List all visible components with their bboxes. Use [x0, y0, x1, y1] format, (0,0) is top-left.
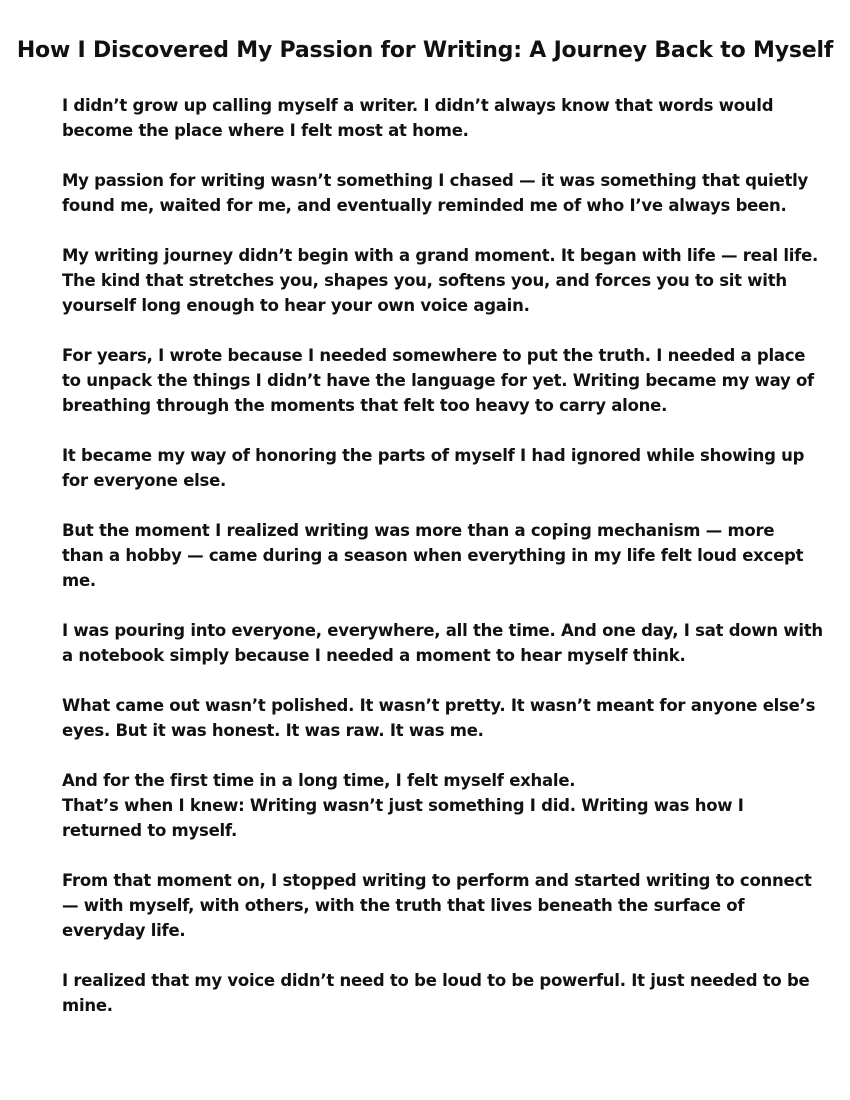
- paragraph-9: [62, 768, 782, 843]
- paragraph-line: For years, I wrote because I needed somewhere to put the truth. I needed a place: [62, 346, 806, 365]
- paragraph-4: [62, 343, 814, 418]
- paragraph-line: I didn’t grow up calling myself a writer. I didn’t always know that words would: [62, 96, 774, 115]
- paragraph-10: [62, 868, 812, 943]
- paragraph-line: than a hobby — came during a season when everything in my life felt loud except: [62, 546, 804, 565]
- paragraph-line: me.: [62, 571, 96, 590]
- paragraph-8: [62, 693, 816, 743]
- paragraph-5: [62, 443, 805, 493]
- paragraph-line: breathing through the moments that felt too heavy to carry alone.: [62, 396, 668, 415]
- paragraph-line: That’s when I knew: Writing wasn’t just something I did. Writing was how I: [62, 796, 744, 815]
- paragraph-line: become the place where I felt most at home.: [62, 121, 469, 140]
- paragraph-line: yourself long enough to hear your own voice again.: [62, 296, 530, 315]
- paragraph-3: [62, 243, 819, 318]
- paragraph-line: everyday life.: [62, 921, 186, 940]
- paragraph-line: to unpack the things I didn’t have the language for yet. Writing became my way of: [62, 371, 814, 390]
- paragraph-line: My writing journey didn’t begin with a grand moment. It began with life — real life.: [62, 246, 819, 265]
- paragraph-line: a notebook simply because I needed a moment to hear myself think.: [62, 646, 686, 665]
- paragraph-6: [62, 518, 804, 593]
- paragraph-line: I was pouring into everyone, everywhere, all the time. And one day, I sat down with: [62, 621, 823, 640]
- paragraph-line: eyes. But it was honest. It was raw. It was me.: [62, 721, 484, 740]
- paragraph-1: [62, 93, 782, 143]
- paragraph-7: [62, 618, 823, 668]
- paragraph-line: But the moment I realized writing was more than a coping mechanism — more: [62, 521, 775, 540]
- paragraph-line: What came out wasn’t polished. It wasn’t pretty. It wasn’t meant for anyone else’s: [62, 696, 816, 715]
- paragraph-11: [62, 968, 810, 1018]
- paragraph-line: And for the first time in a long time, I felt myself exhale.: [62, 771, 576, 790]
- paragraph-2: [62, 168, 809, 218]
- page-title: How I Discovered My Passion for Writing: A Journey Back to Myself: [16, 38, 834, 63]
- paragraph-line: found me, waited for me, and eventually reminded me of who I’ve always been.: [62, 196, 787, 215]
- article-body: [62, 93, 823, 1043]
- paragraph-line: From that moment on, I stopped writing to perform and started writing to connect: [62, 871, 812, 890]
- paragraph-line: My passion for writing wasn’t something I chased — it was something that quietly: [62, 171, 809, 190]
- paragraph-line: I realized that my voice didn’t need to be loud to be powerful. It just needed to be: [62, 971, 810, 990]
- paragraph-line: returned to myself.: [62, 821, 237, 840]
- paragraph-line: It became my way of honoring the parts of myself I had ignored while showing up: [62, 446, 805, 465]
- paragraph-line: mine.: [62, 996, 113, 1015]
- paragraph-line: The kind that stretches you, shapes you, softens you, and forces you to sit with: [62, 271, 787, 290]
- paragraph-line: for everyone else.: [62, 471, 227, 490]
- paragraph-line: — with myself, with others, with the truth that lives beneath the surface of: [62, 896, 745, 915]
